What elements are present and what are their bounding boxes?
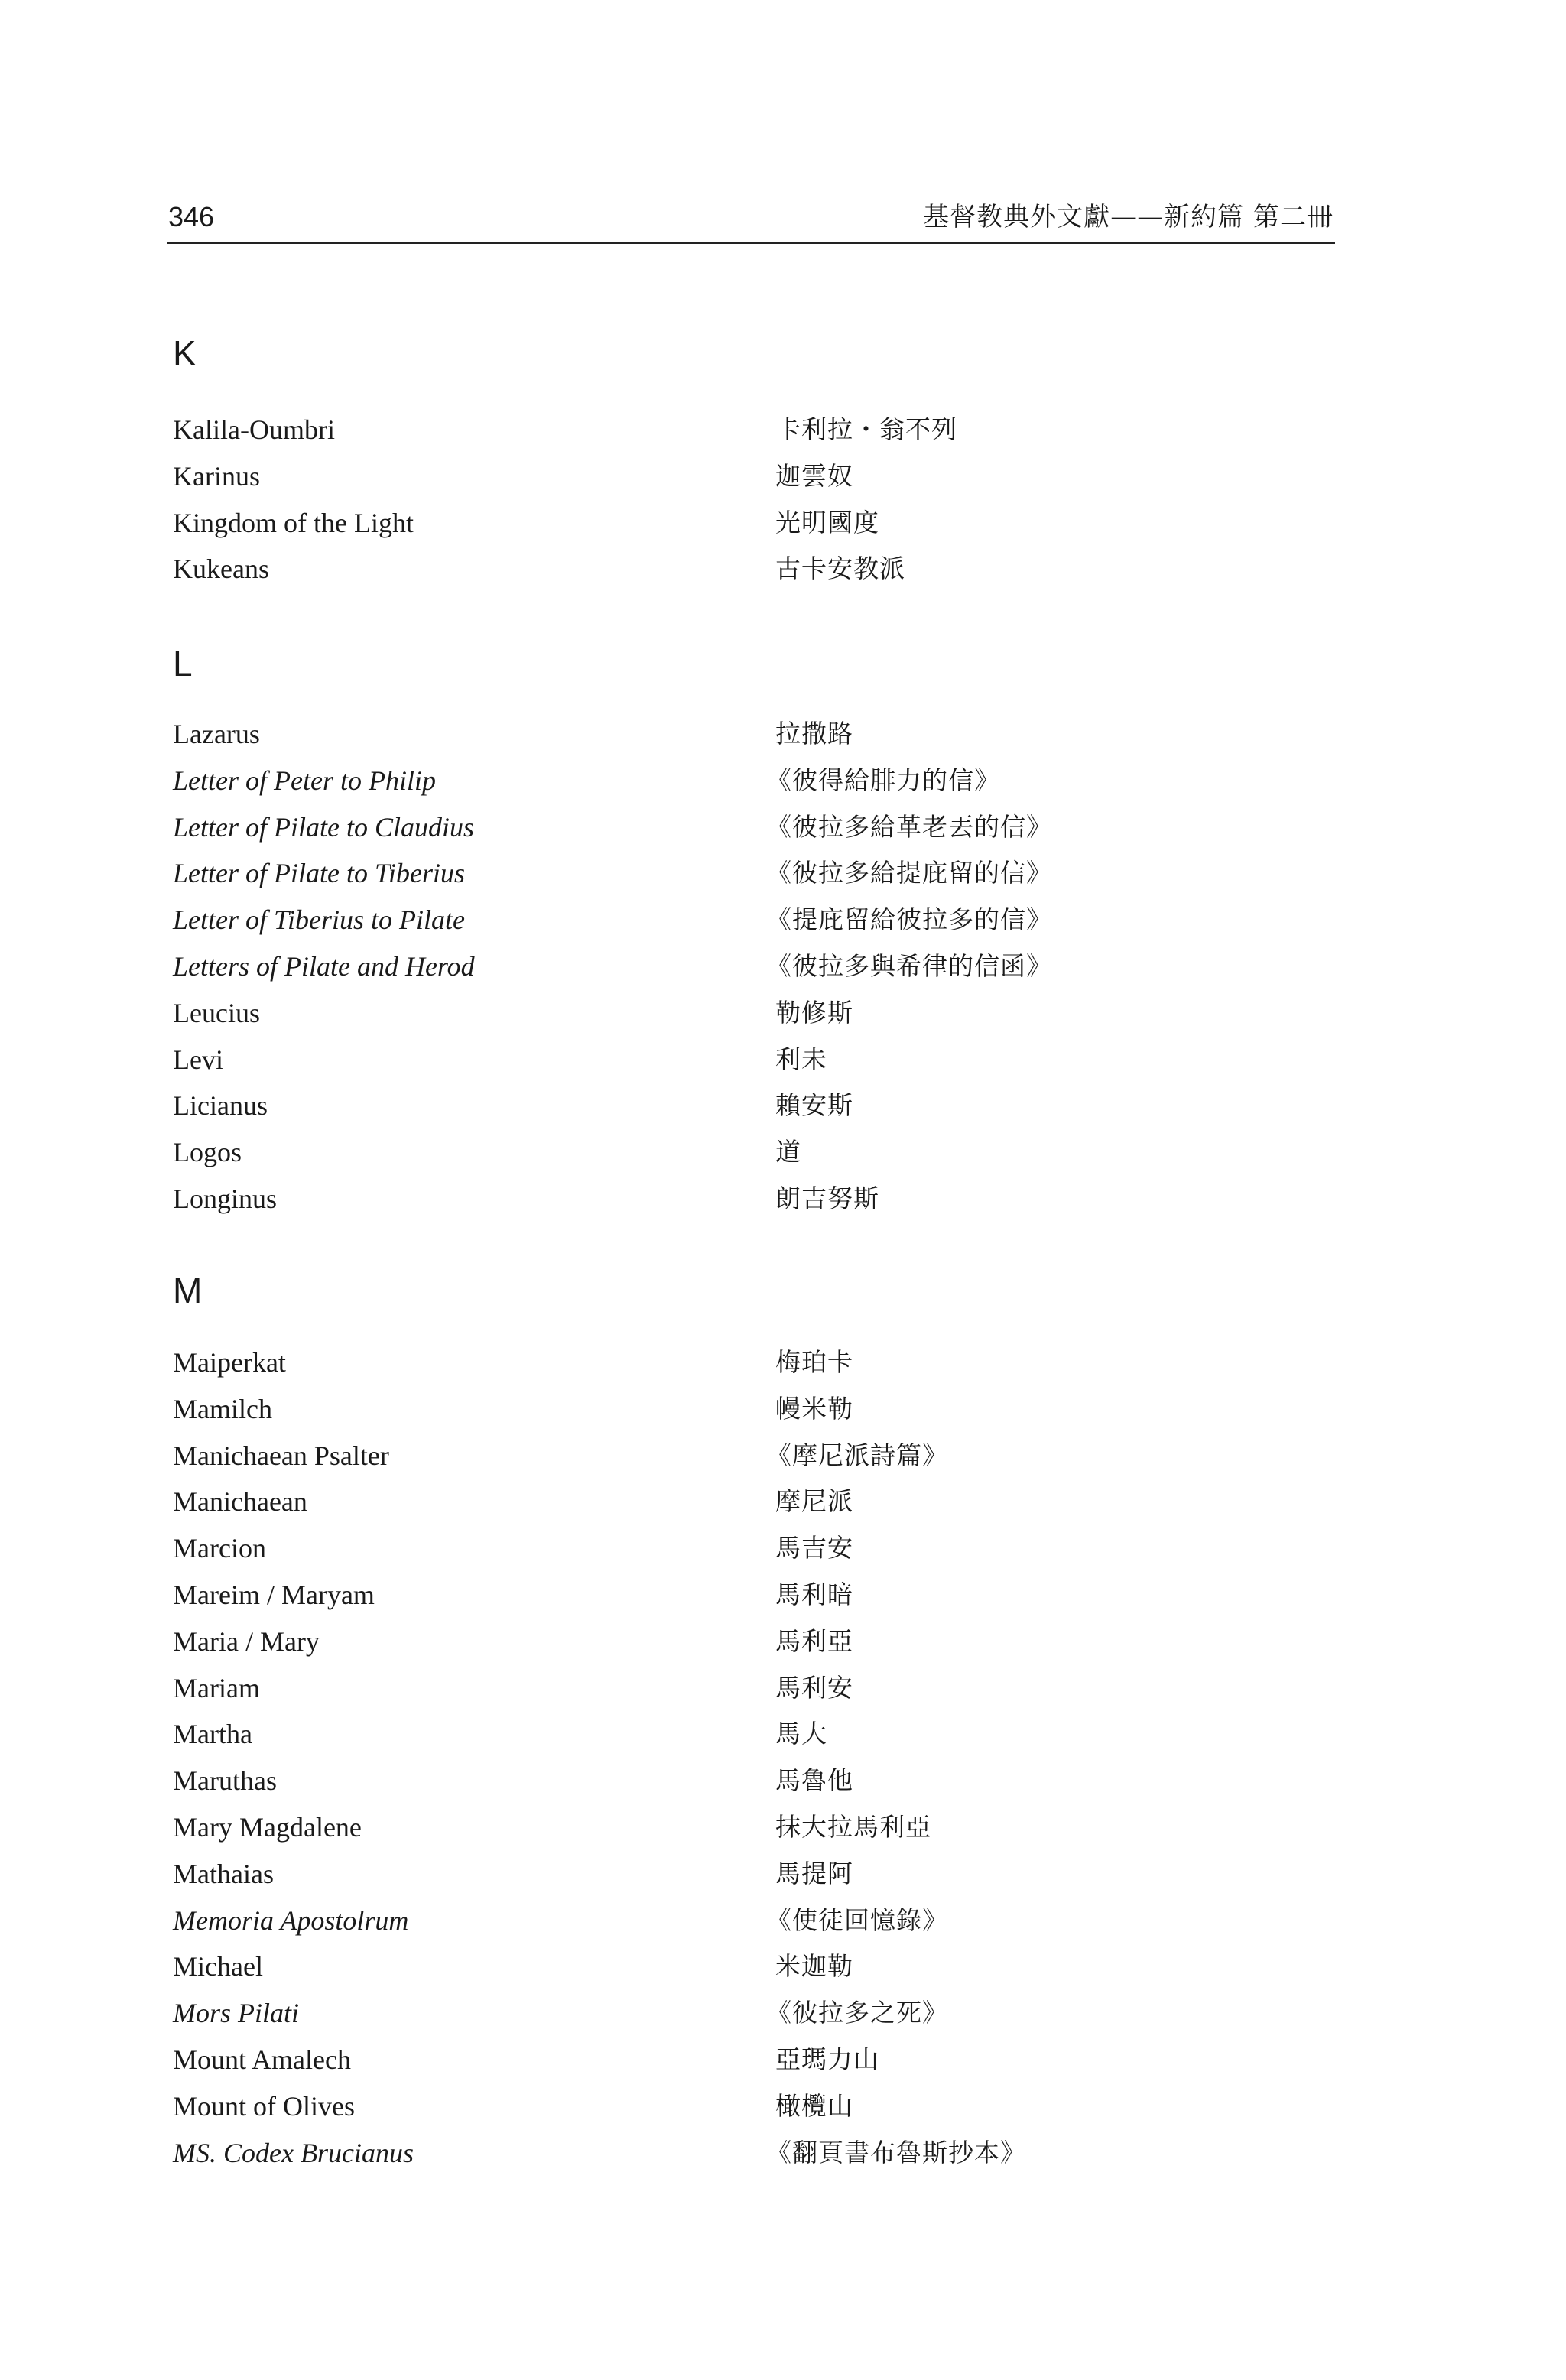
chinese-term: 《摩尼派詩篇》 [766, 1440, 948, 1470]
chinese-term: 《彼拉多之死》 [766, 1998, 948, 2028]
chinese-term: 馬吉安 [775, 1533, 853, 1563]
english-term: Manichaean [173, 1486, 307, 1518]
english-term: Mariam [173, 1672, 260, 1703]
english-term: Logos [173, 1137, 242, 1168]
index-entry [173, 407, 1320, 453]
chinese-term: 馬提阿 [775, 1858, 853, 1888]
book-title: 基督教典外文獻——新約篇 第二冊 [923, 202, 1334, 232]
english-term: Mount of Olives [173, 2090, 355, 2122]
english-term: Mary Magdalene [173, 1811, 362, 1843]
chinese-term: 卡利拉・翁不列 [775, 414, 957, 444]
chinese-term: 馬利亞 [775, 1625, 853, 1656]
index-entry [173, 2083, 1320, 2130]
chinese-term: 幔米勒 [775, 1393, 853, 1424]
index-entry [173, 1525, 1320, 1572]
english-term: Letter of Pilate to Claudius [173, 811, 474, 843]
index-entry [173, 850, 1320, 897]
english-term: Maiperkat [173, 1347, 286, 1378]
index-entry [173, 1129, 1320, 1176]
english-term: Mount Amalech [173, 2044, 351, 2075]
english-term: Letter of Peter to Philip [173, 765, 436, 796]
index-entry [173, 943, 1320, 990]
english-term: Leucius [173, 997, 260, 1028]
index-entry [173, 1037, 1320, 1083]
index-entry [173, 1758, 1320, 1804]
chinese-term: 橄欖山 [775, 2090, 853, 2121]
chinese-term: 抹大拉馬利亞 [775, 1811, 931, 1842]
index-entry [173, 546, 1320, 593]
english-term: Lazarus [173, 719, 260, 749]
index-entry [173, 1386, 1320, 1433]
english-term: Memoria Apostolrum [173, 1904, 409, 1936]
chinese-term: 《使徒回憶錄》 [766, 1904, 948, 1935]
chinese-term: 《彼拉多給革老丟的信》 [766, 811, 1052, 842]
entry-list [173, 407, 1320, 593]
chinese-term: 梅珀卡 [775, 1347, 853, 1377]
english-term: Mathaias [173, 1858, 274, 1889]
english-term: Letters of Pilate and Herod [173, 950, 475, 982]
entry-list [173, 1339, 1320, 2176]
chinese-term: 馬大 [775, 1719, 827, 1749]
chinese-term: 古卡安教派 [775, 554, 905, 584]
index-entry [173, 2130, 1320, 2177]
chinese-term: 《彼得給腓力的信》 [766, 765, 1000, 795]
chinese-term: 馬魯他 [775, 1765, 853, 1796]
english-term: Levi [173, 1044, 223, 1075]
index-entry [173, 1665, 1320, 1712]
english-term: Kalila-Oumbri [173, 414, 335, 445]
chinese-term: 米迦勒 [775, 1951, 853, 1982]
english-term: Maria / Mary [173, 1625, 320, 1657]
english-term: Kingdom of the Light [173, 507, 414, 538]
english-term: Mamilch [173, 1393, 272, 1424]
chinese-term: 《彼拉多給提庇留的信》 [766, 858, 1052, 888]
index-entry [173, 1572, 1320, 1619]
index-entry [173, 711, 1320, 758]
index-section-k [173, 332, 1320, 593]
chinese-term: 馬利暗 [775, 1579, 853, 1609]
english-term: Mors Pilati [173, 1998, 300, 2029]
chinese-term: 《彼拉多與希律的信函》 [766, 950, 1052, 981]
chinese-term: 《翻頁書布魯斯抄本》 [766, 2137, 1026, 2167]
index-entry [173, 1943, 1320, 1990]
index-entry [173, 1711, 1320, 1758]
chinese-term: 《提庇留給彼拉多的信》 [766, 904, 1052, 935]
english-term: Marcion [173, 1533, 266, 1564]
english-term: Letter of Tiberius to Pilate [173, 904, 466, 936]
chinese-term: 朗吉努斯 [775, 1183, 879, 1213]
index-entry [173, 1804, 1320, 1851]
index-entry [173, 1479, 1320, 1525]
chinese-term: 拉撒路 [775, 719, 853, 748]
index-section-m [173, 1269, 1320, 2176]
entry-list [173, 711, 1320, 1222]
chinese-term: 光明國度 [775, 507, 879, 537]
index-entry [173, 1898, 1320, 1944]
chinese-term: 馬利安 [775, 1672, 853, 1703]
index-entry [173, 1339, 1320, 1386]
chinese-term: 勒修斯 [775, 997, 853, 1028]
english-term: Manichaean Psalter [173, 1440, 389, 1471]
page-number: 346 [168, 201, 215, 232]
index-entry [173, 1083, 1320, 1129]
index-entry [173, 1176, 1320, 1222]
english-term: Licianus [173, 1090, 268, 1122]
english-term: Letter of Pilate to Tiberius [173, 858, 466, 889]
index-entry [173, 758, 1320, 804]
index-entry [173, 453, 1320, 500]
chinese-term: 亞瑪力山 [775, 2044, 879, 2074]
index-entry [173, 1990, 1320, 2037]
index-entry [173, 500, 1320, 547]
chinese-term: 迦雲奴 [775, 460, 853, 491]
english-term: Martha [173, 1719, 252, 1750]
english-term: Maruthas [173, 1765, 277, 1797]
chinese-term: 摩尼派 [775, 1486, 853, 1517]
section-letter: M [173, 1271, 203, 1310]
english-term: Michael [173, 1951, 263, 1982]
index-entry [173, 2037, 1320, 2083]
english-term: Longinus [173, 1183, 278, 1214]
index-entry [173, 897, 1320, 943]
chinese-term: 道 [775, 1137, 801, 1167]
running-head [167, 196, 1335, 244]
english-term: Kukeans [173, 554, 269, 585]
index-entry [173, 1433, 1320, 1479]
section-letter: K [173, 333, 197, 373]
index-section-l [173, 642, 1320, 1222]
index-entry [173, 1851, 1320, 1898]
english-term: Mareim / Maryam [173, 1579, 375, 1610]
index-entry [173, 1619, 1320, 1665]
section-letter: L [173, 644, 193, 683]
chinese-term: 賴安斯 [775, 1090, 853, 1121]
index-entry [173, 804, 1320, 851]
chinese-term: 利未 [775, 1044, 827, 1074]
english-term: MS. Codex Brucianus [173, 2137, 414, 2168]
index-entry [173, 990, 1320, 1037]
english-term: Karinus [173, 460, 260, 492]
